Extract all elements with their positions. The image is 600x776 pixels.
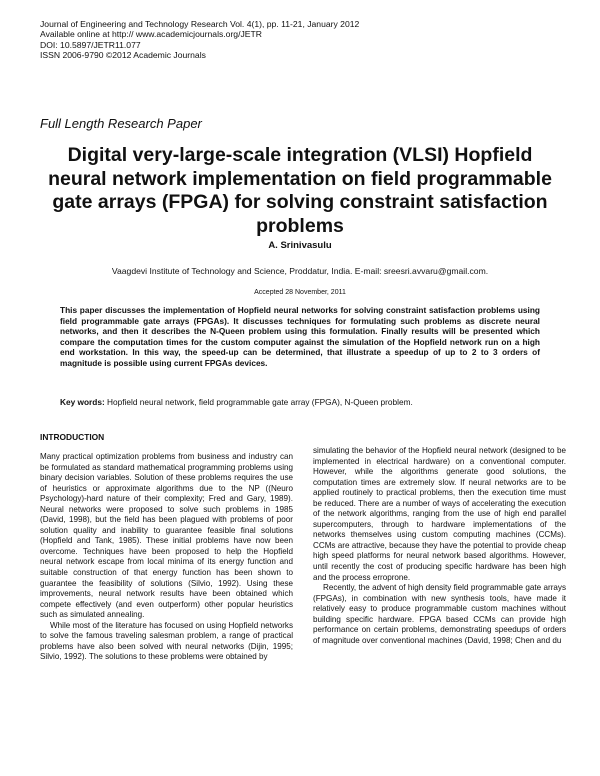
journal-url: Available online at http:// www.academicjournals.org/JETR [40,29,262,40]
keywords-label: Key words: [60,397,105,407]
doi: DOI: 10.5897/JETR11.077 [40,39,141,50]
paragraph: Recently, the advent of high density field programmable gate arrays (FPGAs), in combination with new synthesis tools, have made it relatively easy to produce programmable custom machines without building specific hardware. FPGA based CCMs can provide high performance on certain problems, demonstrating speedups of orders of magnitude over conventional machines (David, 1998; Chen and du [313,583,566,645]
paragraph: Many practical optimization problems from business and industry can be formulated as standard mathematical programming problems using binary decision variables. Solution of these problems requires the use of heuristics or approximate algorithms due to the NP ((Neuro Psychology)-hard nature of their complexity; Fred and Gary, 1989). Neural networks were proposed to solve such problems in 1985 (David, 1998), but the field has been plagued with problems of poor solution quality and inability to guarantee feasible final solutions (Hopfield and Tank, 1985). These initial problems have now been overcome. Techniques have been proposed to help the Hopfield neural network escape from local minima of its energy function and suitable construction of that energy function has been shown to guarantee the feasibility of solutions (Silvio, 1992). Using these improvements, neural network results have been obtained which compete effectively (and even outperform) other popular heuristics such as simulated annealing. [40,452,293,620]
paper-type: Full Length Research Paper [40,116,202,131]
left-column [40,452,293,663]
journal-citation: Journal of Engineering and Technology Research Vol. 4(1), pp. 11-21, January 2012 [40,19,360,29]
right-column [313,446,566,646]
journal-header [40,19,560,61]
abstract: This paper discusses the implementation of Hopfield neural networks for solving constraint satisfaction problems using field programmable gate arrays (FPGAs). It discusses techniques for formulating such problems as discrete neural networks, and then it describes the N-Queen problem using this formulation. Finally results will be presented which compare the computation times for the custom computer against the simulation of the Hopfield network run on a high end workstation. In this way, the speed-up can be determined, that illustrate a speedup of up to 2 to 3 orders of magnitude is possible using current FPGAs devices. [60,305,540,368]
paragraph: simulating the behavior of the Hopfield neural network (designed to be implemented in electrical hardware) on a conventional computer. However, while the algorithms generate good solutions, the computation times are extremely slow. If neural networks are to be applied routinely to practical problems, then the execution time must be reduced. There are a number of ways of accelerating the execution of the network algorithms, ranging from the use of high end parallel supercomputers, through to hardware implementations of the networks themselves using custom computing machines (CCMs). CCMs are attractive, because they have the potential to provide cheap high speed platforms for neural network based algorithms. However, until recently the cost of producing specific hardware has been high and the process erroprone. [313,446,566,582]
accepted-date: Accepted 28 November, 2011 [254,289,346,296]
section-heading-introduction: INTRODUCTION [40,432,105,442]
issn: ISSN 2006-9790 ©2012 Academic Journals [40,50,206,61]
keywords-text: Hopfield neural network, field programmable gate array (FPGA), N-Queen problem. [107,397,413,407]
author: A. Srinivasulu [268,240,332,251]
paragraph: While most of the literature has focused on using Hopfield networks to solve the famous traveling salesman problem, a range of practical problems have also been solved with neural networks (Dijin, 1995; Silvio, 1992). The solutions to these problems were obtained by [40,620,293,662]
affiliation: Vaagdevi Institute of Technology and Science, Proddatur, India. E-mail: sreesri.avvaru@gmail.com. [111,266,489,276]
paper-title: Digital very-large-scale integration (VLSI) Hopfield neural network implementation on field programmable gate arrays (FPGA) for solving constraint satisfaction problems [48,144,552,237]
keywords [60,397,540,407]
